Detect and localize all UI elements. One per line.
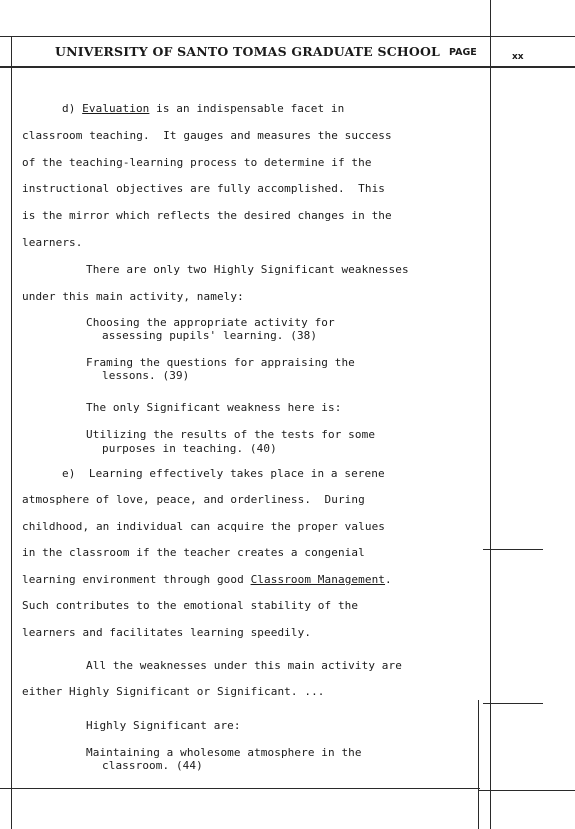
list-item: Framing the questions for appraising the (86, 356, 355, 369)
paragraph-d-line: d) Evaluation is an indispensable facet in (62, 102, 345, 115)
term-evaluation: Evaluation (82, 102, 150, 115)
paragraph-line: There are only two Highly Significant weaknesses (86, 263, 409, 276)
page-label: PAGE (449, 47, 477, 58)
list-item: Utilizing the results of the tests for some (86, 428, 376, 441)
university-header: UNIVERSITY OF SANTO TOMAS GRADUATE SCHOOL (55, 44, 441, 59)
list-item-cont: assessing pupils' learning. (38) (102, 329, 318, 342)
footer-rule (0, 788, 480, 789)
paragraph-e-line: Such contributes to the emotional stability of the (22, 599, 359, 612)
header-top-rule (0, 36, 575, 37)
paragraph-e-line: in the classroom if the teacher creates a congenial (22, 546, 365, 559)
paragraph-e-line: atmosphere of love, peace, and orderliness. During (22, 493, 365, 506)
paragraph-d-line: classroom teaching. It gauges and measures the success (22, 129, 392, 142)
term-classroom-management: Classroom Management (250, 573, 386, 586)
left-margin-rule (11, 36, 12, 829)
side-tick (483, 703, 543, 704)
paragraph-e-line: learning environment through good Classroom Management. (22, 573, 392, 586)
page-number: xx (512, 52, 524, 62)
paragraph-d-line: learners. (22, 236, 83, 249)
paragraph-line: All the weaknesses under this main activity are (86, 659, 402, 672)
paragraph-e-line: learners and facilitates learning speedily. (22, 626, 312, 639)
list-item-cont: lessons. (39) (102, 369, 190, 382)
paragraph-e-line: childhood, an individual can acquire the proper values (22, 520, 386, 533)
footer-rule-right (478, 790, 575, 791)
header-bottom-rule (0, 66, 575, 68)
paragraph-line: The only Significant weakness here is: (86, 401, 342, 414)
paragraph-e-line: e) Learning effectively takes place in a serene (62, 467, 385, 480)
list-item-cont: classroom. (44) (102, 759, 203, 772)
paragraph-d-line: of the teaching-learning process to determine if the (22, 156, 372, 169)
list-item: Maintaining a wholesome atmosphere in the (86, 746, 362, 759)
right-margin-rule (490, 0, 491, 829)
paragraph-line: Highly Significant are: (86, 719, 241, 732)
paragraph-line: either Highly Significant or Significant. ... (22, 685, 325, 698)
list-item-cont: purposes in teaching. (40) (102, 442, 277, 455)
paragraph-d-line: instructional objectives are fully accomplished. This (22, 182, 386, 195)
paragraph-d-line: is the mirror which reflects the desired changes in the (22, 209, 392, 222)
list-item: Choosing the appropriate activity for (86, 316, 335, 329)
right-margin-rule-outer (478, 700, 479, 829)
paragraph-line: under this main activity, namely: (22, 290, 244, 303)
side-tick (483, 549, 543, 550)
